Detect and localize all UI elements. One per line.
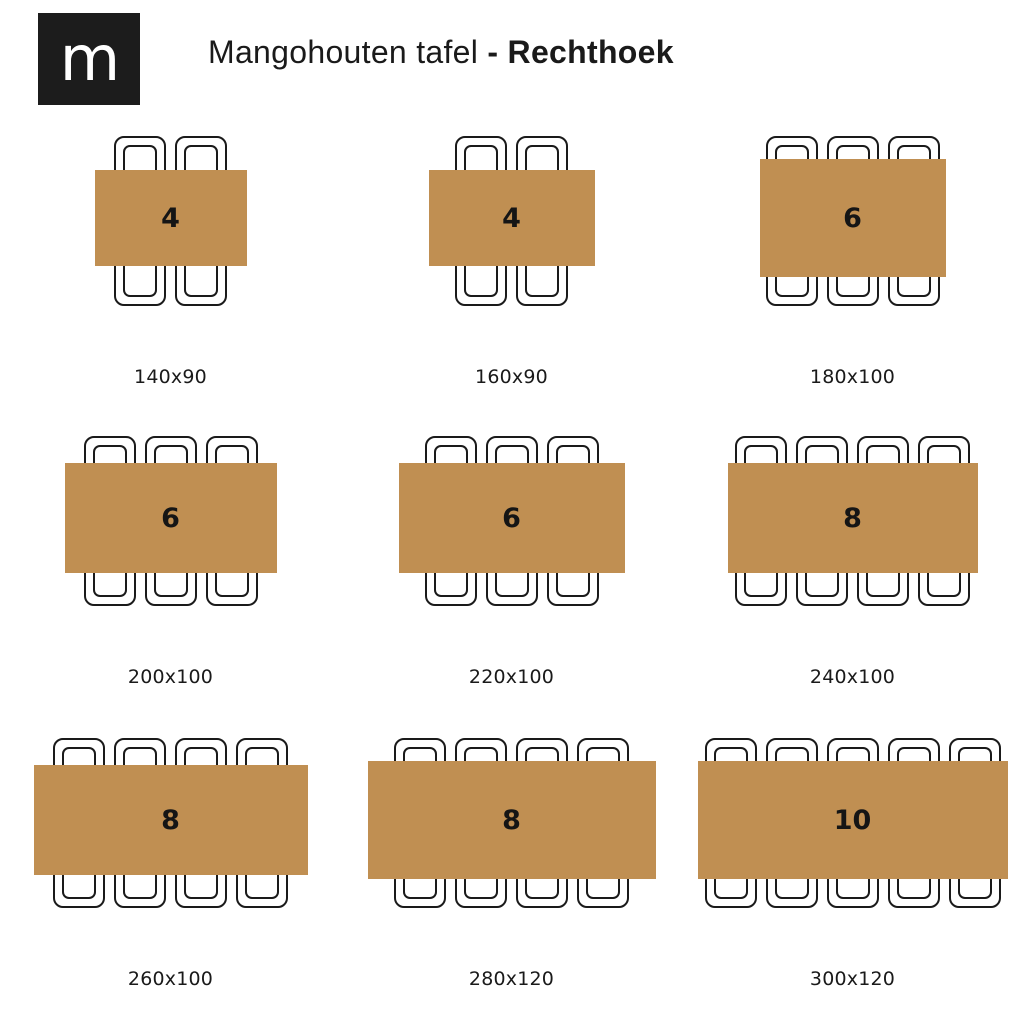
table-diagram [682, 418, 1023, 658]
table-size-card[interactable] [0, 118, 341, 420]
table-size-card[interactable] [682, 418, 1023, 720]
seat-count-label: 10 [833, 804, 872, 836]
page-title-bold: Rechthoek [507, 34, 674, 70]
table-size-card[interactable] [341, 118, 682, 420]
table-top-surface [65, 463, 277, 573]
mh-monogram-logo-icon [38, 13, 140, 105]
dimensions-label: 160x90 [475, 366, 548, 388]
table-top-surface [698, 761, 1008, 879]
seat-count-label: 6 [161, 502, 180, 534]
seat-count-label: 6 [843, 202, 862, 234]
table-size-grid [0, 118, 1024, 1024]
seat-count-label: 8 [843, 502, 862, 534]
table-diagram [341, 118, 682, 358]
table-diagram [341, 418, 682, 658]
dimensions-label: 200x100 [127, 666, 214, 688]
dimensions-label: 300x120 [809, 968, 896, 990]
page-title-separator: - [487, 34, 508, 70]
dimensions-label: 260x100 [127, 968, 214, 990]
table-top-surface [34, 765, 308, 875]
dimensions-label: 240x100 [809, 666, 896, 688]
page-title-regular: Mangohouten tafel [208, 34, 488, 70]
seat-count-label: 8 [161, 804, 180, 836]
table-size-card[interactable] [0, 418, 341, 720]
dimensions-label: 180x100 [809, 366, 896, 388]
table-top-surface [399, 463, 625, 573]
page-header [0, 0, 1024, 118]
table-top-surface [429, 170, 595, 266]
table-size-card[interactable] [682, 720, 1023, 1022]
dimensions-label: 140x90 [134, 366, 207, 388]
logo-glyph: m [59, 22, 119, 95]
table-diagram [341, 720, 682, 960]
table-diagram [682, 720, 1023, 960]
table-top-surface [95, 170, 247, 266]
seat-count-label: 4 [161, 202, 180, 234]
table-diagram [0, 418, 341, 658]
table-diagram [0, 720, 341, 960]
table-top-surface [368, 761, 656, 879]
table-size-card[interactable] [682, 118, 1023, 420]
seat-count-label: 4 [502, 202, 521, 234]
table-top-surface [760, 159, 946, 277]
table-top-surface [728, 463, 978, 573]
seat-count-label: 8 [502, 804, 521, 836]
table-diagram [682, 118, 1023, 358]
seat-count-label: 6 [502, 502, 521, 534]
dimensions-label: 280x120 [468, 968, 555, 990]
table-diagram [0, 118, 341, 358]
table-size-card[interactable] [0, 720, 341, 1022]
table-size-card[interactable] [341, 418, 682, 720]
dimensions-label: 220x100 [468, 666, 555, 688]
table-size-card[interactable] [341, 720, 682, 1022]
page-title [208, 34, 674, 71]
